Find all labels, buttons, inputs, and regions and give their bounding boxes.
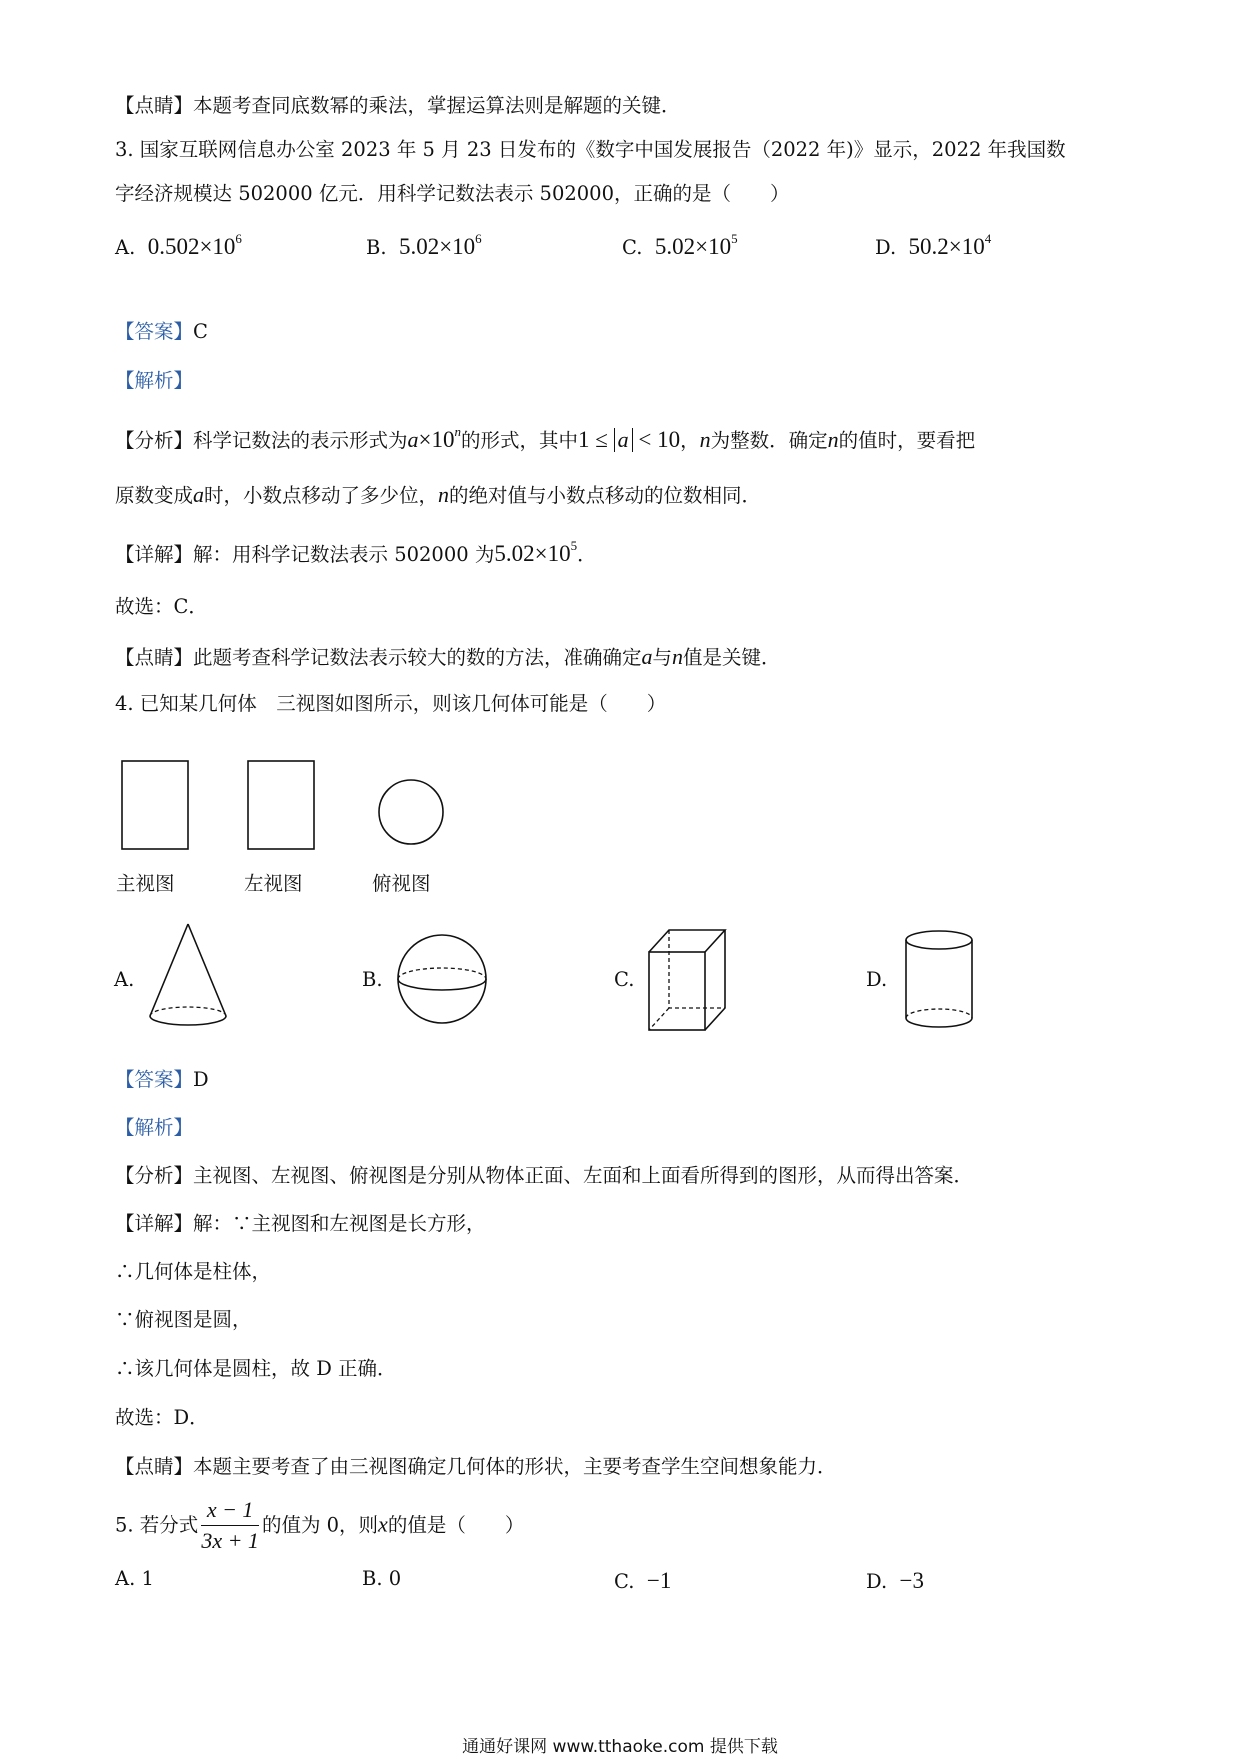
- q4-detail-4: ∴该几何体是圆柱，故 D 正确．: [115, 1357, 397, 1380]
- caption-top-view: 俯视图: [372, 872, 431, 895]
- q4-stem: 4. 已知某几何体 三视图如图所示，则该几何体可能是（ ）: [115, 692, 667, 715]
- left-view-figure: [244, 757, 320, 853]
- cuboid-figure: [645, 926, 729, 1034]
- cylinder-figure: [900, 926, 978, 1034]
- q4-option-d-label: D.: [866, 968, 888, 991]
- q3-option-d: D. $50.2\times 10^4$: [875, 231, 992, 259]
- q5-option-b: B. 0: [362, 1567, 402, 1590]
- q4-answer: 【答案】D: [115, 1068, 209, 1091]
- q3-stem-line2: 字经济规模达 502000 亿元．用科学记数法表示 502000，正确的是（ ）: [115, 182, 790, 205]
- q2-comment: 【点睛】本题考查同底数幂的乘法，掌握运算法则是解题的关键．: [115, 94, 681, 117]
- caption-left-view: 左视图: [244, 872, 303, 895]
- q3-option-c: C. $5.02\times 10^5$: [622, 231, 738, 259]
- q3-answer: 【答案】C: [115, 320, 208, 343]
- caption-front-view: 主视图: [116, 872, 175, 895]
- q3-analysis-heading: 【解析】: [115, 369, 194, 392]
- q4-option-b-label: B.: [362, 968, 383, 991]
- page-footer: 通通好课网 www.tthaoke.com 提供下载: [462, 1737, 778, 1757]
- q4-detail-3: ∵俯视图是圆，: [115, 1308, 252, 1331]
- q4-comment: 【点睛】本题主要考查了由三视图确定几何体的形状，主要考查学生空间想象能力．: [115, 1455, 837, 1478]
- q4-choose: 故选：D．: [115, 1406, 209, 1429]
- cone-figure: [140, 920, 236, 1034]
- q3-fenxi-line1: 【分析】科学记数法的表示形式为$a\times 10^n$的形式，其中1 ≤ a < 10，n为整数．确定n的值时，要看把: [115, 424, 976, 452]
- q3-fenxi-line2: 原数变成a时，小数点移动了多少位，n的绝对值与小数点移动的位数相同．: [115, 482, 762, 507]
- q5-stem: 5. 若分式 $\frac{x - 1}{3x + 1}$ 的值为 0，则x的值是（ ）: [115, 1497, 525, 1554]
- sphere-figure: [394, 931, 490, 1027]
- q4-option-a-label: A.: [114, 968, 135, 991]
- q4-fenxi: 【分析】主视图、左视图、俯视图是分别从物体正面、左面和上面看所得到的图形，从而得出答案．: [115, 1164, 974, 1187]
- q4-option-c-label: C.: [614, 968, 635, 991]
- comment-tag: 【点睛】: [115, 94, 194, 117]
- q3-option-b: B. $5.02\times 10^6$: [366, 231, 482, 259]
- q5-option-c: C. −1: [614, 1568, 672, 1593]
- q5-option-a: A. 1: [115, 1567, 154, 1590]
- q3-option-a: A. $0.502\times 10^6$: [115, 231, 242, 259]
- front-view-figure: [118, 757, 194, 853]
- q4-analysis-heading: 【解析】: [115, 1116, 194, 1139]
- q3-stem-line1: 3. 国家互联网信息办公室 2023 年 5 月 23 日发布的《数字中国发展报告（2022 年)》显示，2022 年我国数: [115, 138, 1066, 161]
- q5-fraction: $\frac{x - 1}{3x + 1}$: [201, 1497, 259, 1554]
- q5-option-d: D. −3: [866, 1568, 925, 1593]
- q4-detail-2: ∴几何体是柱体，: [115, 1260, 272, 1283]
- q3-detail: 【详解】解：用科学记数法表示 502000 为$5.02\times 10^5$．: [115, 538, 597, 566]
- q3-choose: 故选：C．: [115, 595, 208, 618]
- top-view-figure: [374, 775, 448, 849]
- q4-detail-1: 【详解】解：∵主视图和左视图是长方形，: [115, 1212, 486, 1235]
- q3-comment: 【点睛】此题考查科学记数法表示较大的数的方法，准确确定a与n值是关键．: [115, 644, 781, 669]
